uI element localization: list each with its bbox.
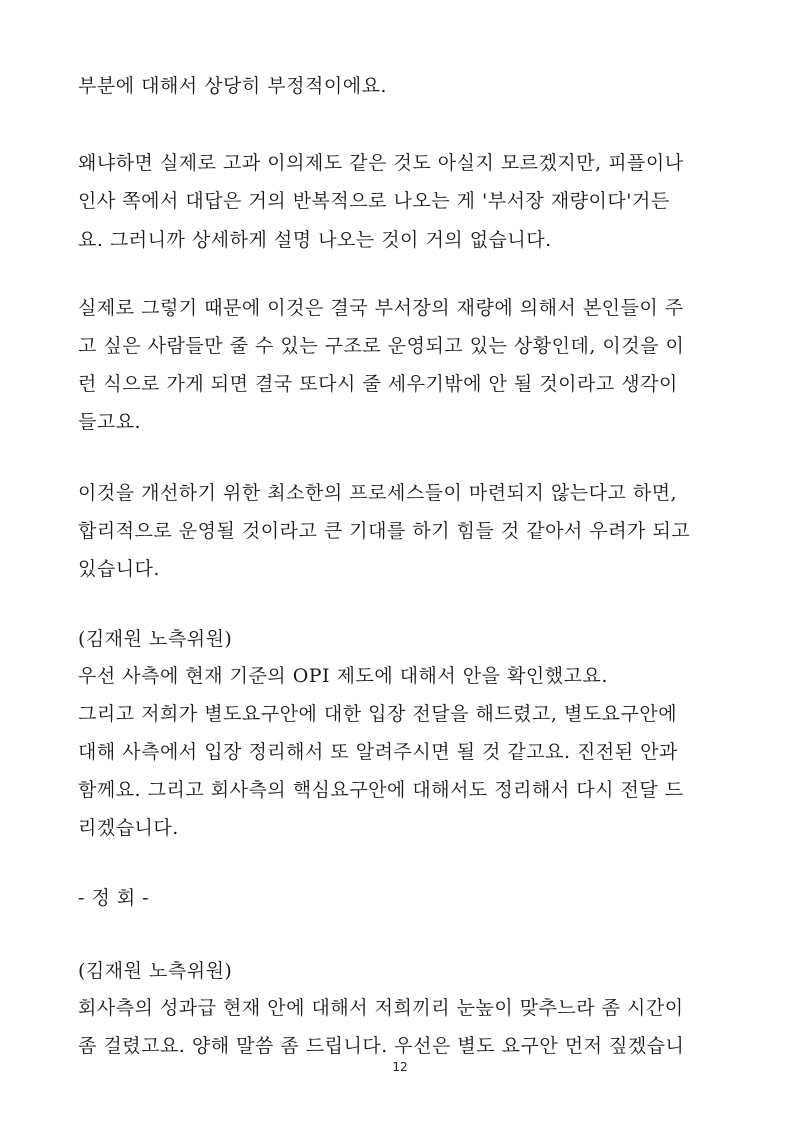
page-number: 12 [392, 1060, 408, 1074]
text-line: 함께요. 그리고 회사측의 핵심요구안에 대해서도 정리해서 다시 전달 드 [78, 779, 684, 801]
text-line: 좀 걸렸고요. 양해 말씀 좀 드립니다. 우선은 별도 요구안 먼저 짚겠습니 [78, 1035, 685, 1057]
text-line: 요. 그러니까 상세하게 설명 나오는 것이 거의 없습니다. [78, 229, 552, 251]
text-line: 들고요. [78, 411, 142, 433]
speaker-label: (김재원 노측위원) [78, 960, 233, 982]
text-line: 이것을 개선하기 위한 최소한의 프로세스들이 마련되지 않는다고 하면, [78, 482, 678, 504]
text-line: 합리적으로 운영될 것이라고 큰 기대를 하기 힘들 것 같아서 우려가 되고 [78, 520, 691, 542]
text-line: 실제로 그렇기 때문에 이것은 결국 부서장의 재량에 의해서 본인들이 주 [78, 297, 684, 319]
speaker-label: (김재원 노측위원) [78, 628, 233, 650]
text-line: 있습니다. [78, 558, 160, 580]
text-line: 우선 사측에 현재 기준의 OPI 제도에 대해서 안을 확인했고요. [78, 665, 608, 687]
text-line: 부분에 대해서 상당히 부정적이에요. [78, 75, 387, 97]
text-line: 회사측의 성과급 현재 안에 대해서 저희끼리 눈높이 맞추느라 좀 시간이 [78, 997, 684, 1019]
text-line: 왜냐하면 실제로 고과 이의제도 같은 것도 아실지 모르겠지만, 피플이나 [78, 152, 684, 174]
text-line: 그리고 저희가 별도요구안에 대한 입장 전달을 해드렸고, 별도요구안에 [78, 703, 678, 725]
text-line: 리겠습니다. [78, 817, 179, 839]
text-line: 런 식으로 가게 되면 결국 또다시 줄 세우기밖에 안 될 것이라고 생각이 [78, 373, 678, 395]
text-line: 인사 쪽에서 대답은 거의 반복적으로 나오는 게 '부서장 재량이다'거든 [78, 190, 670, 212]
text-line: 고 싶은 사람들만 줄 수 있는 구조로 운영되고 있는 상황인데, 이것을 이 [78, 335, 685, 357]
text-line: 대해 사측에서 입장 정리해서 또 알려주시면 될 것 같고요. 진전된 안과 [78, 741, 678, 763]
recess-marker: - 정 회 - [78, 887, 150, 909]
